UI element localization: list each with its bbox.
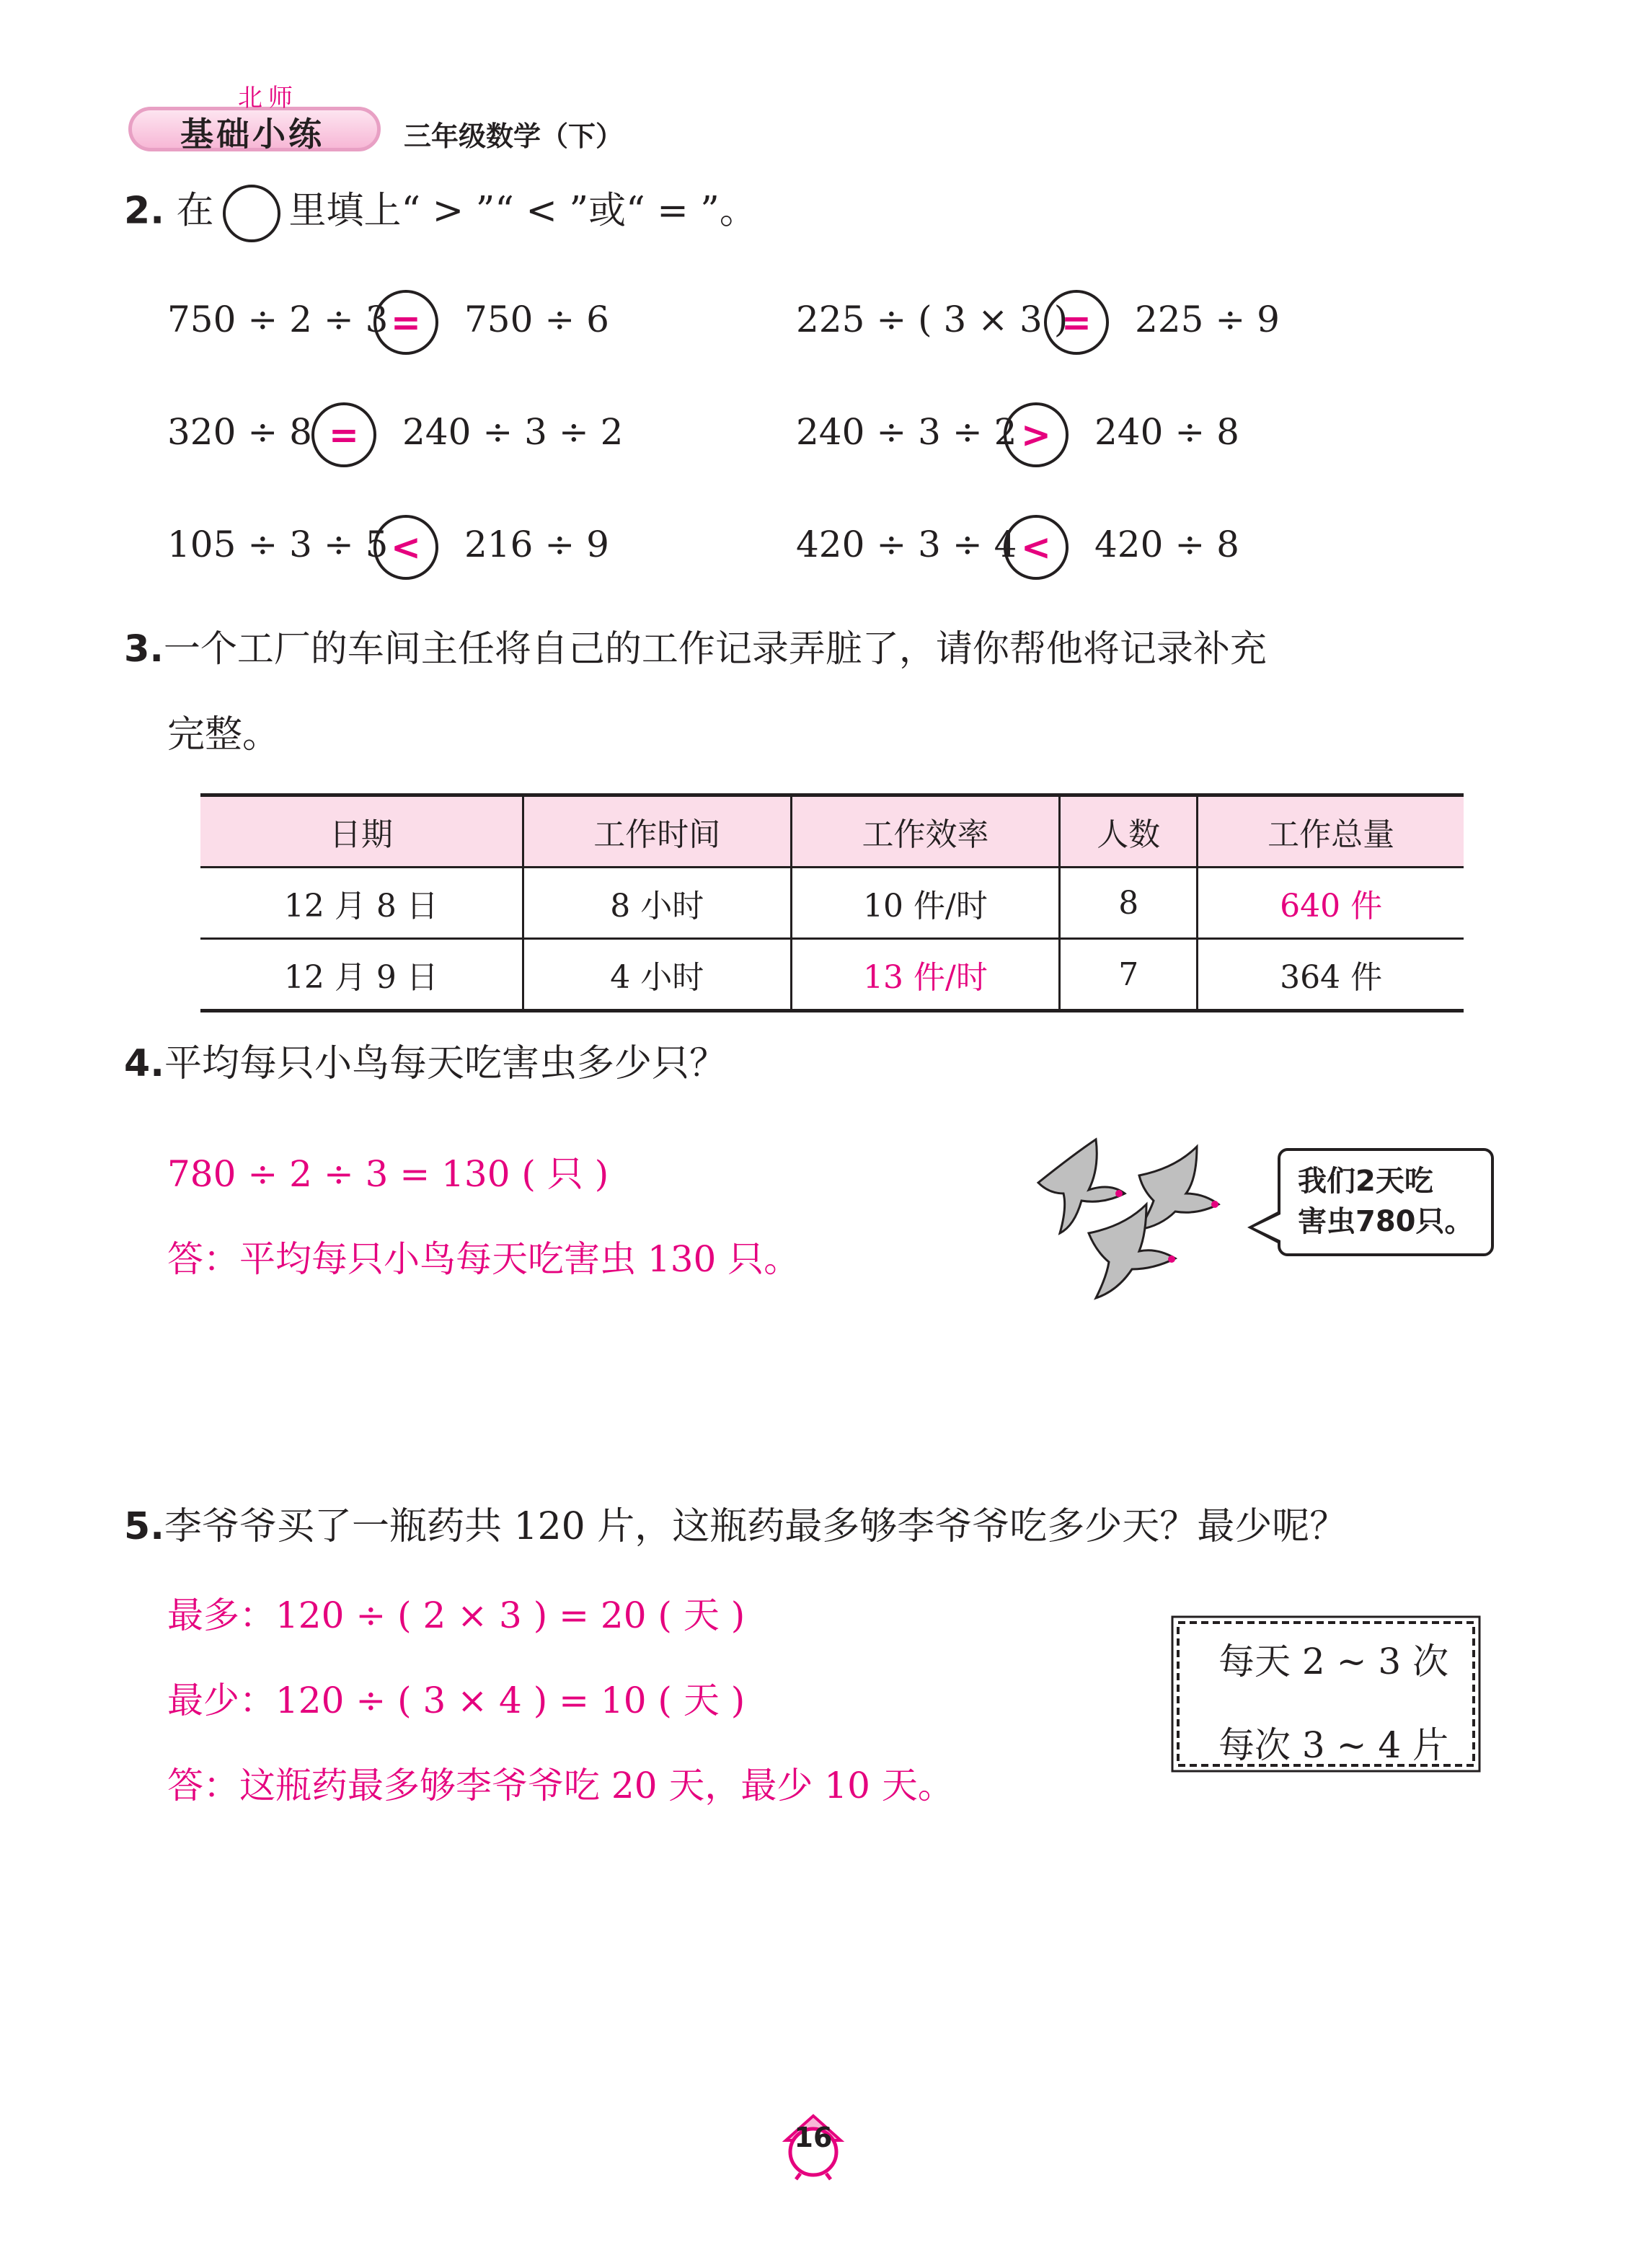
cell-date: 12 月 8 日 — [200, 868, 523, 939]
q3-prompt-line2: 完整。 — [167, 713, 280, 756]
q2-item-3-left: 320 ÷ 8 — [167, 411, 312, 453]
q2-item-1-left: 750 ÷ 2 ÷ 3 — [167, 299, 389, 340]
q4-prompt: 4.平均每只小鸟每天吃害虫多少只？ — [124, 1042, 727, 1085]
q2-prompt: 2. 在 里填上“ > ”“ < ”或“ = ”。 — [124, 185, 757, 242]
cell-efficiency-answer: 13 件/时 — [791, 939, 1059, 1011]
q2-item-6-answer: < — [1004, 515, 1069, 580]
cell-date: 12 月 9 日 — [200, 939, 523, 1011]
q2-item-2-right: 225 ÷ 9 — [1135, 299, 1280, 340]
q2-item-5-right: 216 ÷ 9 — [464, 524, 609, 565]
page-number: 16 — [794, 2122, 833, 2153]
col-header-total: 工作总量 — [1198, 795, 1464, 868]
q2-number: 2 — [124, 189, 151, 233]
empty-circle-example — [223, 185, 280, 242]
q2-prompt-b: 里填上“ > ”“ < ”或“ = ”。 — [288, 189, 757, 233]
q5-prompt: 5.李爷爷买了一瓶药共 120 片，这瓶药最多够李爷爷吃多少天？最少呢？ — [124, 1505, 1348, 1548]
bubble-line-2: 害虫780只。 — [1298, 1205, 1474, 1238]
series-title: 基础小练 — [180, 115, 324, 154]
q2-item-5-answer: < — [373, 515, 438, 580]
cell-work-time: 4 小时 — [523, 939, 791, 1011]
q2-item-1-answer: = — [373, 290, 438, 355]
col-header-people: 人数 — [1060, 795, 1198, 868]
q3-prompt-line1: 3.一个工厂的车间主任将自己的工作记录弄脏了，请你帮他将记录补充 — [124, 628, 1267, 671]
q2-item-5-left: 105 ÷ 3 ÷ 5 — [167, 524, 389, 565]
q2-item-3-right: 240 ÷ 3 ÷ 2 — [402, 411, 624, 453]
grade-label: 三年级数学（下） — [404, 120, 624, 152]
q4-answer-expression: 780 ÷ 2 ÷ 3 = 130 ( 只 ) — [167, 1153, 609, 1195]
q4-answer-text: 答：平均每只小鸟每天吃害虫 130 只。 — [167, 1238, 800, 1280]
q2-item-6-left: 420 ÷ 3 ÷ 4 — [796, 524, 1017, 565]
q2-item-3-answer: = — [311, 402, 376, 467]
cell-total: 364 件 — [1198, 939, 1464, 1011]
q2-item-4-answer: > — [1004, 402, 1069, 467]
q2-item-2-answer: = — [1044, 290, 1109, 355]
dosage-note-line-2: 每次 3 ~ 4 片 — [1218, 1724, 1449, 1766]
q2-item-4-right: 240 ÷ 8 — [1094, 411, 1239, 453]
cell-total-answer: 640 件 — [1198, 868, 1464, 939]
q2-prompt-a: 在 — [176, 189, 214, 233]
dosage-note-line-1: 每天 2 ~ 3 次 — [1218, 1641, 1449, 1682]
birds-illustration — [1031, 1125, 1247, 1305]
table-header-row — [200, 795, 1464, 868]
q2-item-4-left: 240 ÷ 3 ÷ 2 — [796, 411, 1017, 453]
col-header-date: 日期 — [200, 795, 523, 868]
q3-number: 3 — [124, 628, 150, 671]
bubble-line-1: 我们2天吃 — [1298, 1165, 1433, 1198]
work-record-table — [200, 793, 1464, 1012]
cell-work-time: 8 小时 — [523, 868, 791, 939]
q2-item-2-left: 225 ÷ ( 3 × 3 ) — [796, 299, 1069, 340]
col-header-work-time: 工作时间 — [523, 795, 791, 868]
q5-min-line: 最少：120 ÷ ( 3 × 4 ) = 10 ( 天 ) — [167, 1680, 746, 1721]
table-row — [200, 868, 1464, 939]
speech-bubble-tail-fill — [1253, 1214, 1280, 1240]
q5-max-line: 最多：120 ÷ ( 2 × 3 ) = 20 ( 天 ) — [167, 1594, 746, 1636]
col-header-efficiency: 工作效率 — [791, 795, 1059, 868]
q5-answer-text: 答：这瓶药最多够李爷爷吃 20 天，最少 10 天。 — [167, 1765, 954, 1806]
cell-efficiency: 10 件/时 — [791, 868, 1059, 939]
q2-item-6-right: 420 ÷ 8 — [1094, 524, 1239, 565]
cell-people: 7 — [1060, 939, 1198, 1011]
speech-bubble — [1278, 1148, 1494, 1256]
q2-item-1-right: 750 ÷ 6 — [464, 299, 609, 340]
q5-number: 5 — [124, 1505, 151, 1548]
cell-people: 8 — [1060, 868, 1198, 939]
q4-number: 4 — [124, 1042, 151, 1085]
table-row — [200, 939, 1464, 1011]
series-small-label: 北师 — [238, 84, 298, 112]
